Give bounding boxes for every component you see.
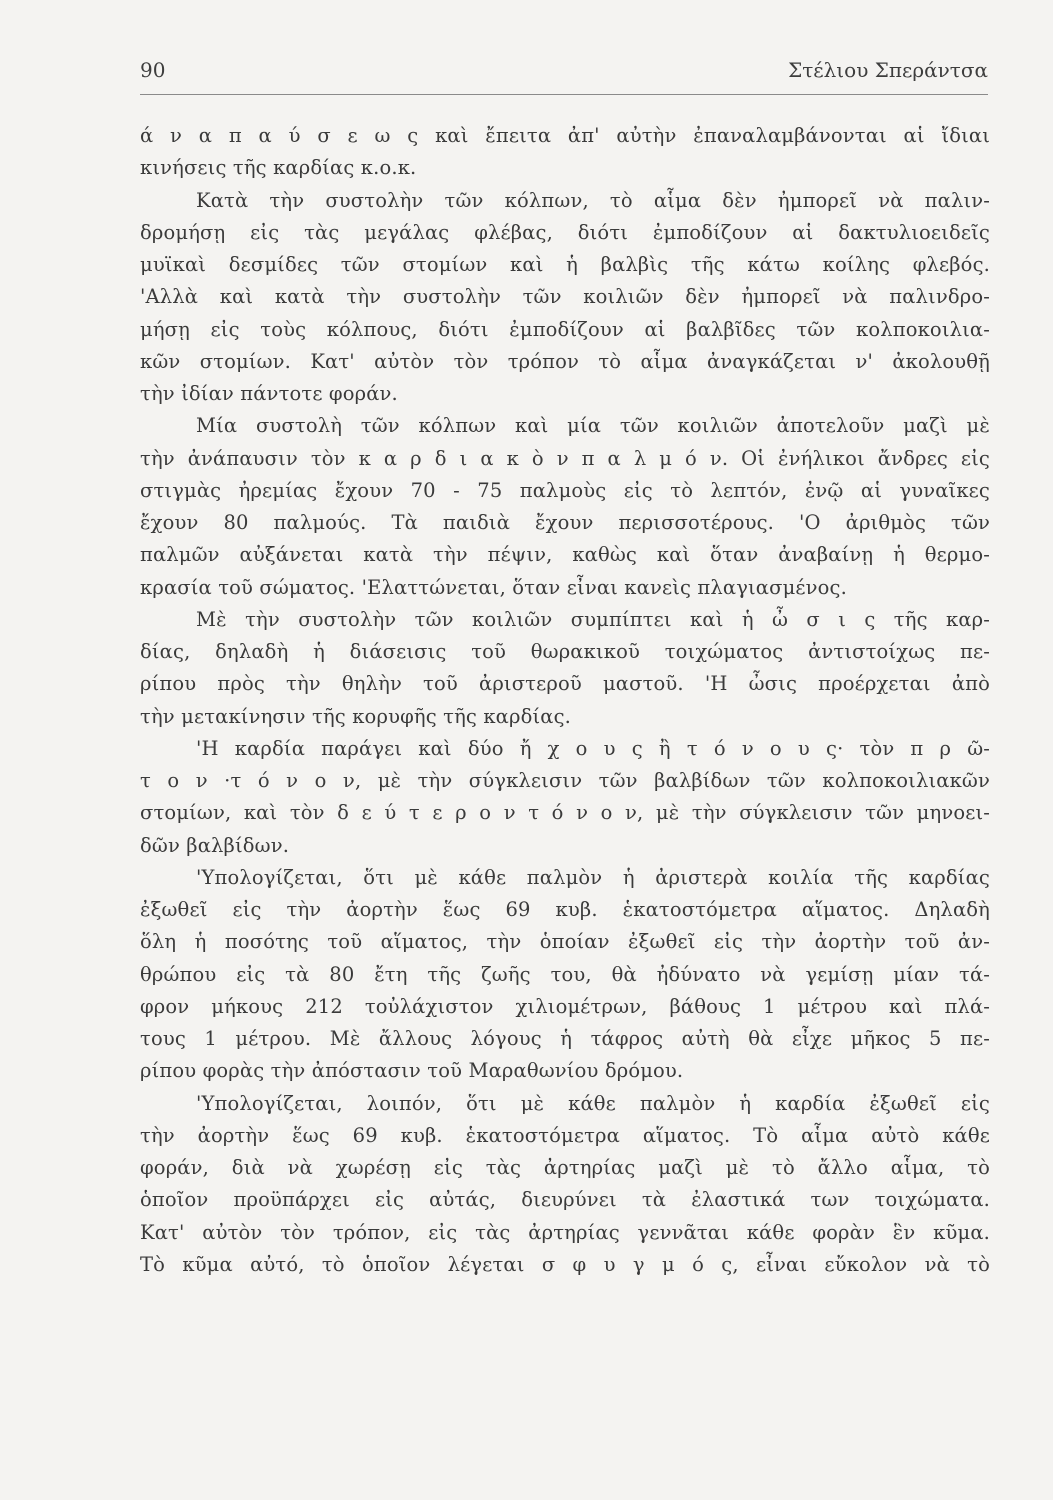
text-line: δῶν βαλβίδων. <box>140 833 290 857</box>
text-line: ά ν α π α ύ σ ε ω ς καὶ ἔπειτα ἀπ' αὐτὴν ἐπαναλαμβάνονται αἱ ἴδιαι <box>140 124 990 147</box>
text-line: 'Υπολογίζεται, λοιπόν, ὅτι μὲ κάθε παλμὸν ἡ καρδία ἐξωθεῖ εἰς <box>196 1091 990 1115</box>
text-line: μήσῃ εἰς τοὺς κόλπους, διότι ἐμποδίζουν αἱ βαλβῖδες τῶν κολποκοιλια- <box>140 317 990 341</box>
text-line: ὅλη ἡ ποσότης τοῦ αἵματος, τὴν ὁποίαν ἐξωθεῖ εἰς τὴν ἀορτὴν τοῦ ἀν- <box>140 930 990 954</box>
text-line: κρασία τοῦ σώματος. 'Ελαττώνεται, ὅταν εἶναι κανεὶς πλαγιασμένος. <box>140 575 847 599</box>
text-line: ἐξωθεῖ εἰς τὴν ἀορτὴν ἕως 69 κυβ. ἑκατοστόμετρα αἵματος. Δηλαδὴ <box>140 898 990 921</box>
text-line: 'Αλλὰ καὶ κατὰ τὴν συστολὴν τῶν κοιλιῶν δὲν ἠμπορεῖ νὰ παλινδρο- <box>140 285 990 309</box>
text-line: κῶν στομίων. Κατ' αὐτὸν τὸν τρόπον τὸ αἷμα ἀναγκάζεται ν' ἀκολουθῇ <box>140 349 990 373</box>
text-line: Κατὰ τὴν συστολὴν τῶν κόλπων, τὸ αἷμα δὲν ἠμπορεῖ νὰ παλιν- <box>196 188 990 212</box>
text-line: τὴν μετακίνησιν τῆς κορυφῆς τῆς καρδίας. <box>140 704 572 728</box>
page-number: 90 <box>140 58 166 82</box>
text-line: τὴν ἀνάπαυσιν τὸν κ α ρ δ ι α κ ὸ ν π α λ μ ό ν. Οἱ ἐνήλικοι ἄνδρες εἰς <box>140 446 990 470</box>
text-line: τ ο ν ·τ ό ν ο ν, μὲ τὴν σύγκλεισιν τῶν βαλβίδων τῶν κολποκοιλιακῶν <box>140 769 990 792</box>
text-line: Μὲ τὴν συστολὴν τῶν κοιλιῶν συμπίπτει καὶ ἡ ὦ σ ι ς τῆς καρ- <box>196 607 990 631</box>
text-line: Τὸ κῦμα αὐτό, τὸ ὁποῖον λέγεται σ φ υ γ μ ό ς, εἶναι εὔκολον νὰ τὸ <box>140 1252 990 1276</box>
text-line: 'Υπολογίζεται, ὅτι μὲ κάθε παλμὸν ἡ ἀριστερὰ κοιλία τῆς καρδίας <box>196 865 990 889</box>
body-text <box>140 120 990 1281</box>
text-line: ὁποῖον προϋπάρχει εἰς αὐτάς, διευρύνει τὰ ἐλαστικά των τοιχώματα. <box>140 1188 990 1212</box>
text-line: Κατ' αὐτὸν τὸν τρόπον, εἰς τὰς ἀρτηρίας γεννᾶται κάθε φορὰν ἓν κῦμα. <box>140 1220 990 1244</box>
header-rule <box>140 94 988 95</box>
text-line: παλμῶν αὐξάνεται κατὰ τὴν πέψιν, καθὼς καὶ ὅταν ἀναβαίνῃ ἡ θερμο- <box>140 543 990 567</box>
text-line: θρώπου εἰς τὰ 80 ἔτη τῆς ζωῆς του, θὰ ἠδύνατο νὰ γεμίσῃ μίαν τά- <box>140 962 990 986</box>
page-header <box>140 52 988 88</box>
text-line: Μία συστολὴ τῶν κόλπων καὶ μία τῶν κοιλιῶν ἀποτελοῦν μαζὶ μὲ <box>196 414 990 438</box>
text-line: κινήσεις τῆς καρδίας κ.ο.κ. <box>140 156 417 180</box>
text-line: τὴν ἀορτὴν ἕως 69 κυβ. ἑκατοστόμετρα αἵματος. Τὸ αἷμα αὐτὸ κάθε <box>140 1123 990 1147</box>
text-line: δρομήσῃ εἰς τὰς μεγάλας φλέβας, διότι ἐμποδίζουν αἱ δακτυλιοειδεῖς <box>140 220 990 244</box>
text-line: φρον μήκους 212 τοὐλάχιστον χιλιομέτρων, βάθους 1 μέτρου καὶ πλά- <box>140 994 990 1018</box>
text-line: τους 1 μέτρου. Μὲ ἄλλους λόγους ἡ τάφρος αὐτὴ θὰ εἶχε μῆκος 5 πε- <box>140 1027 990 1050</box>
text-line: δίας, δηλαδὴ ἡ διάσεισις τοῦ θωρακικοῦ τοιχώματος ἀντιστοίχως πε- <box>140 640 990 663</box>
text-line: 'Η καρδία παράγει καὶ δύο ἤ χ ο υ ς ἢ τ ό ν ο υ ς· τὸν π ρ ῶ- <box>196 736 990 760</box>
running-title: Στέλιου Σπεράντσα <box>788 58 988 82</box>
text-line: ρίπου φορὰς τὴν ἀπόστασιν τοῦ Μαραθωνίου δρόμου. <box>140 1059 684 1083</box>
text-line: μυϊκαὶ δεσμίδες τῶν στομίων καὶ ἡ βαλβὶς τῆς κάτω κοίλης φλεβός. <box>140 253 990 276</box>
text-line: ἔχουν 80 παλμούς. Τὰ παιδιὰ ἔχουν περισσοτέρους. 'Ο ἀριθμὸς τῶν <box>140 511 990 534</box>
text-line: στομίων, καὶ τὸν δ ε ύ τ ε ρ ο ν τ ό ν ο ν, μὲ τὴν σύγκλεισιν τῶν μηνοει- <box>140 801 990 825</box>
text-line: τὴν ἰδίαν πάντοτε φοράν. <box>140 382 398 405</box>
text-line: στιγμὰς ἠρεμίας ἔχουν 70 - 75 παλμοὺς εἰς τὸ λεπτόν, ἐνῷ αἱ γυναῖκες <box>140 478 990 502</box>
text-line: φοράν, διὰ νὰ χωρέσῃ εἰς τὰς ἀρτηρίας μαζὶ μὲ τὸ ἄλλο αἷμα, τὸ <box>140 1156 990 1179</box>
text-line: ρίπου πρὸς τὴν θηλὴν τοῦ ἀριστεροῦ μαστοῦ. 'Η ὦσις προέρχεται ἀπὸ <box>140 672 990 696</box>
